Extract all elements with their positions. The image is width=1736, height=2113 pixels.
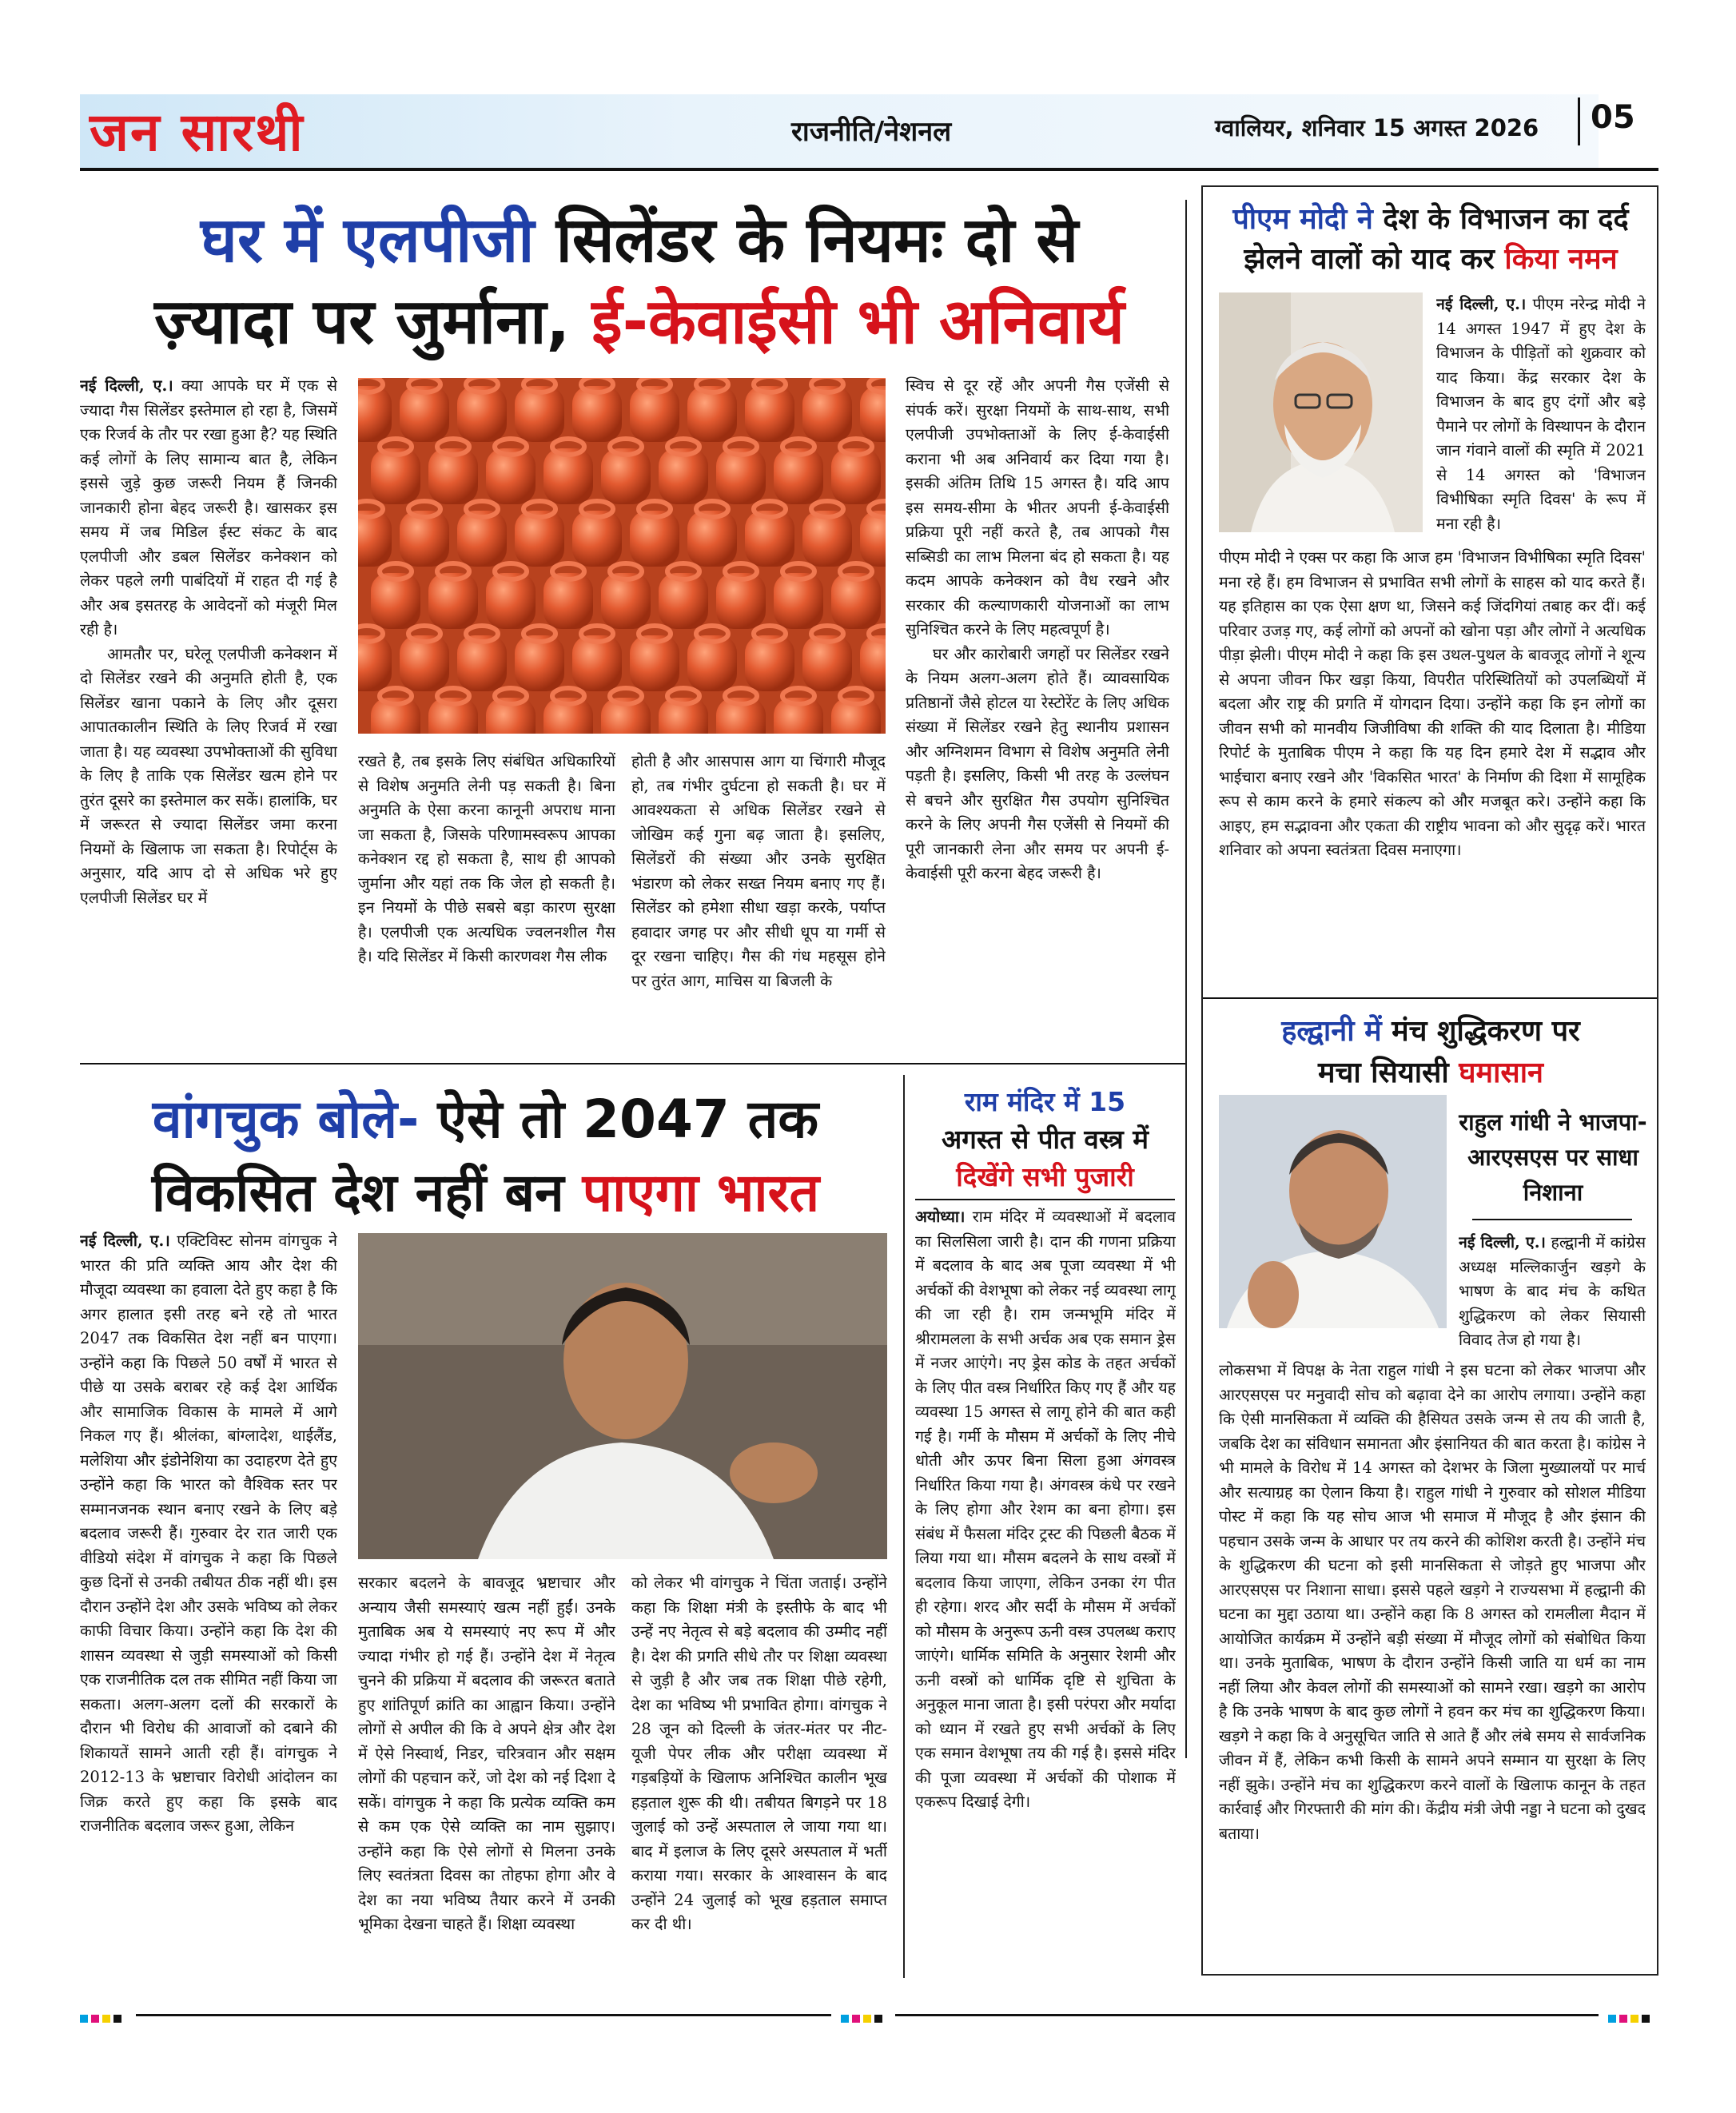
modi-photo <box>1219 292 1423 532</box>
wangchuk-headline: वांगचुक बोले- ऐसे तो 2047 तक विकसित देश नहीं बन पाएगा भारत <box>151 1088 820 1224</box>
lead-column-4: स्विच से दूर रहें और अपनी गैस एजेंसी से संपर्क करें। सुरक्षा नियमों के साथ-साथ, सभी एलपीजी उपभोक्ताओं के लिए ई-केवाईसी कराना भी अब अनिवार्य कर दिया गया है। इसकी अंतिम तिथि 15 अगस्त है। यदि आप इस समय-सीमा के भीतर अपनी ई-केवाईसी प्रक्रिया पूरी नहीं करते है, तब आपको गैस सब्सिडी का लाभ मिलना बंद हो सकता है। यह कदम आपके कनेक्शन को वैध रखने और सरकार की कल्याणकारी योजनाओं का लाभ सुनिश्चित करने के लिए महत्वपूर्ण है। घर और कारोबारी जगहों पर सिलेंडर रखने के नियम अलग-अलग होते हैं। व्यावसायिक प्रतिष्ठानों जैसे होटल या रेस्टोरेंट के लिए अधिक संख्या में सिलेंडर रखने हेतु स्थानीय प्रशासन और अग्निशमन विभाग से विशेष अनुमति लेनी पड़ती है। इसलिए, किसी भी तरह के उल्लंघन से बचने और सुरक्षित गैस उपयोग सुनिश्चित करने के लिए अपनी गैस एजेंसी से नियमों की पूरी जानकारी लेना और समय पर अपनी ई-केवाईसी पूरी करना बेहद जरूरी है। <box>906 376 1169 882</box>
column-divider <box>1185 200 1187 1758</box>
wangchuk-column-1: नई दिल्ली, ए.। एक्टिविस्ट सोनम वांगचुक ने भारत की प्रति व्यक्ति आय और देश की मौजूदा व्यवस्था का हवाला देते हुए कहा है कि अगर हालात इसी तरह बने रहे तो भारत 2047 तक विकसित देश नहीं बन पाएगा। उन्होंने कहा कि पिछले 50 वर्षों में भारत से पीछे या उसके बराबर रहे कई देश आर्थिक और सामाजिक विकास के मामले में आगे निकल गए हैं। श्रीलंका, बांग्लादेश, थाईलैंड, मलेशिया और इंडोनेशिया का उदाहरण देते हुए उन्होंने कहा कि भारत को वैश्विक स्तर पर सम्मानजनक स्थान बनाए रखने के लिए बड़े बदलाव जरूरी हैं। गुरुवार देर रात जारी एक वीडियो संदेश में वांगचुक ने कहा कि पिछले कुछ दिनों से उनकी तबीयत ठीक नहीं थी। इस दौरान उन्होंने देश और उसके भविष्य को लेकर काफी विचार किया। उन्होंने कहा कि देश की शासन व्यवस्था से जुड़ी समस्याओं को किसी एक राजनीतिक दल तक सीमित नहीं किया जा सकता। अलग-अलग दलों की सरकारों के दौरान भी विरोध की आवाजों को दबाने की शिकायतें सामने आती रही हैं। वांगचुक ने 2012-13 के भ्रष्टाचार विरोधी आंदोलन का जिक्र करते हुए कहा कि इसके बाद राजनीतिक बदलाव जरूर हुआ, लेकिन <box>80 1232 337 1835</box>
haldwani-headline: हल्द्वानी में मंच शुद्धिकरण पर मचा सियासी घमासान <box>1281 1015 1580 1089</box>
section-name: राजनीति/नेशनल <box>791 116 952 148</box>
lpg-cylinders-image <box>358 378 886 734</box>
footer-color-marks-right <box>1608 2011 1653 2026</box>
footer-color-marks-center <box>841 2011 886 2026</box>
lead-column-2: रखते है, तब इसके लिए संबंधित अधिकारियों से विशेष अनुमति लेनी पड़ सकती है। बिना अनुमति के ऐसा करना कानूनी अपराध माना जा सकता है, जिसके परिणामस्वरूप आपका कनेक्शन रद्द हो सकता है, साथ ही आपको जुर्माना और यहां तक कि जेल हो सकती है। इन नियमों के पीछे सबसे बड़ा कारण सुरक्षा है। एलपीजी एक अत्यधिक ज्वलनशील गैस है। यदि सिलेंडर में किसी कारणवश गैस लीक <box>358 752 615 965</box>
modi-portrait-image <box>1219 292 1423 532</box>
lpg-cylinders-photo <box>358 378 886 734</box>
rahul-photo <box>1219 1095 1447 1328</box>
header-separator <box>1578 97 1580 145</box>
haldwani-wrap-column: नई दिल्ली, ए.। हल्द्वानी में कांग्रेस अध्यक्ष मल्लिकार्जुन खड़गे के भाषण के बाद मंच के कथित शुद्धिकरण को लेकर सियासी विवाद तेज हो गया है। <box>1459 1233 1646 1349</box>
haldwani-subhead: राहुल गांधी ने भाजपा-आरएसएस पर साधा निशाना <box>1459 1108 1647 1206</box>
header-rule <box>80 168 1658 171</box>
footer-color-marks-left <box>80 2011 125 2026</box>
page-number: 05 <box>1591 99 1635 136</box>
wangchuk-photo <box>358 1233 887 1559</box>
modi-headline: पीएम मोदी ने देश के विभाजन का दर्द झेलने वालों को याद कर किया नमन <box>1232 203 1629 276</box>
modi-wrap-column: नई दिल्ली, ए.। पीएम नरेन्द्र मोदी ने 14 अगस्त 1947 में हुए देश के विभाजन के पीड़ितों को शुक्रवार को याद किया। केंद्र सरकार देश के विभाजन के बाद हुए दंगों और बड़े पैमाने पर लोगों के विस्थापन के दौरान जान गंवाने वालों की स्मृति में 2021 से 14 अगस्त को 'विभाजन विभीषिका स्मृति दिवस' के रूप में मना रही है। <box>1436 295 1646 533</box>
modi-body: पीएम मोदी ने एक्स पर कहा कि आज हम 'विभाजन विभीषिका स्मृति दिवस' मना रहे हैं। हम विभाजन से प्रभावित सभी लोगों के साहस को याद करते हैं। यह इतिहास का एक ऐसा क्षण था, जिसने कई जिंदगियां तबाह कर दीं। कई परिवार उजड़ गए, कई लोगों को अपनों को खोना पड़ा और लोगों ने अत्यधिक पीड़ा झेली। पीएम मोदी ने कहा कि इस उथल-पुथल के बावजूद लोगों ने शून्य से अपना जीवन फिर खड़ा किया, विपरीत परिस्थितियों को उपलब्धियों में बदला और राष्ट्र की प्रगति में योगदान दिया। उन्होंने कहा कि इन लोगों का जीवन सभी को मानवीय जिजीविषा की शक्ति की याद दिलाता है। मीडिया रिपोर्ट के मुताबिक पीएम ने कहा कि यह दिन हमारे देश में सद्भाव और भाईचारा बनाए रखने और 'विकसित भारत' के निर्माण की दिशा में सामूहिक रूप से काम करने के हमारे संकल्प को और मजबूत करे। उन्होंने कहा कि आइए, हम सद्भावना और एकता की राष्ट्रीय भावना को और सुदृढ़ करें। भारत शनिवार को अपना स्वतंत्रता दिवस मनाएगा। <box>1219 548 1646 859</box>
lead-headline: घर में एलपीजी सिलेंडर के नियमः दो से ज़्यादा पर जुर्माना, ई-केवाईसी भी अनिवार्य <box>154 205 1125 358</box>
rahul-portrait-image <box>1219 1095 1447 1328</box>
footer-rule-left <box>136 2014 831 2016</box>
ram-headline-rule <box>915 1199 1175 1200</box>
wangchuk-column-3: को लेकर भी वांगचुक ने चिंता जताई। उन्होंने कहा कि शिक्षा मंत्री के इस्तीफे के बाद भी उन्हें नए नेतृत्व से बड़े बदलाव की उम्मीद नहीं है। देश की प्रगति सीधे तौर पर शिक्षा व्यवस्था से जुड़ी है और जब तक शिक्षा पीछे रहेगी, देश का भविष्य भी प्रभावित होगा। वांगचुक ने 28 जून को दिल्ली के जंतर-मंतर पर नीट-यूजी पेपर लीक और परीक्षा व्यवस्था में गड़बड़ियों के खिलाफ अनिश्चित कालीन भूख हड़ताल शुरू की थी। तबीयत बिगड़ने पर 18 जुलाई को उन्हें अस्पताल ले जाया गया था। बाद में इलाज के लिए दूसरे अस्पताल में भर्ती कराया गया। सरकार के आश्वासन के बाद उन्होंने 24 जुलाई को भूख हड़ताल समाप्त कर दी थी। <box>631 1574 887 1933</box>
ram-headline: राम मंदिर में 15 अगस्त से पीत वस्त्र में दिखेंगे सभी पुजारी <box>942 1086 1149 1192</box>
haldwani-body: लोकसभा में विपक्ष के नेता राहुल गांधी ने इस घटना को लेकर भाजपा और आरएसएस पर मनुवादी सोच को बढ़ावा देने का आरोप लगाया। उन्होंने कहा कि ऐसी मानसिकता में व्यक्ति की हैसियत उसके जन्म से तय की जाती है, जबकि देश का संविधान समानता और इंसानियत की बात करता है। कांग्रेस ने भी मामले के विरोध में 14 अगस्त को देशभर के जिला मुख्यालयों पर मार्च और सत्याग्रह का ऐलान किया है। राहुल गांधी ने गुरुवार को सोशल मीडिया पोस्ट में कहा कि यह सोच आज भी समाज में मौजूद है और इंसान की पहचान उसके जन्म के आधार पर तय करने की कोशिश करती है। उन्होंने मंच के शुद्धिकरण की घटना को इसी मानसिकता से जोड़ते हुए भाजपा और आरएसएस पर निशाना साधा। इससे पहले खड़गे ने राज्यसभा में हल्द्वानी की घटना का मुद्दा उठाया था। उन्होंने कहा कि 8 अगस्त को रामलीला मैदान में आयोजित कार्यक्रम में उन्होंने बड़ी संख्या में मौजूद लोगों को संबोधित किया था। उनके मुताबिक, भाषण के दौरान उन्होंने किसी जाति या धर्म का नाम नहीं लिया और केवल लोगों की समस्याओं को सामने रखा। खड़गे का आरोप है कि उनके भाषण के बाद कुछ लोगों ने हवन कर मंच का शुद्धिकरण किया। खड़गे ने कहा कि वे अनुसूचित जाति से आते हैं और लंबे समय से सार्वजनिक जीवन में हैं, लेकिन कभी किसी के सामने अपने सम्मान या सुरक्षा के लिए नहीं झुके। उन्होंने मंच का शुद्धिकरण करने वालों के खिलाफ कानून के तहत कार्रवाई और गिरफ्तारी की मांग की। केंद्रीय मंत्री जेपी नड्डा ने घटना को दुखद बताया। <box>1219 1361 1646 1843</box>
wangchuk-portrait-image <box>358 1233 887 1559</box>
ram-left-divider <box>903 1075 905 1978</box>
lead-column-3: होती है और आसपास आग या चिंगारी मौजूद हो, तब गंभीर दुर्घटना हो सकती है। घर में आवश्यकता से अधिक सिलेंडर रखने से जोखिम कई गुना बढ़ जाता है। इसलिए, सिलेंडरों की संख्या और उनके सुरक्षित भंडारण को लेकर सख्त नियम बनाए गए हैं। सिलेंडर को हमेशा सीधा खड़ा करके, पर्याप्त हवादार जगह पर और सीधी धूप या गर्मी से दूर रखना चाहिए। गैस की गंध महसूस होने पर तुरंत आग, माचिस या बिजली के <box>631 752 886 990</box>
newspaper-logo: जन सारथी <box>90 101 305 163</box>
ram-body: अयोध्या। राम मंदिर में व्यवस्थाओं में बदलाव का सिलसिला जारी है। दान की गणना प्रक्रिया में बदलाव के बाद अब पूजा व्यवस्था में भी अर्चकों की वेशभूषा को लेकर नई व्यवस्था लागू की जा रही है। राम जन्मभूमि मंदिर में श्रीरामलला के सभी अर्चक अब एक समान ड्रेस में नजर आएंगे। नए ड्रेस कोड के तहत अर्चकों के लिए पीत वस्त्र निर्धारित किए गए हैं और यह व्यवस्था 15 अगस्त से लागू होने की बात कही गई है। गर्मी के मौसम में अर्चकों के लिए नीचे धोती और ऊपर बिना सिला हुआ अंगवस्त्र निर्धारित किया गया है। अंगवस्त्र कंधे पर रखने के लिए होगा और रेशम का बना होगा। इस संबंध में फैसला मंदिर ट्रस्ट की पिछली बैठक में लिया गया था। मौसम बदलने के साथ वस्त्रों में बदलाव किया जाएगा, लेकिन उनका रंग पीत ही रहेगा। शरद और सर्दी के मौसम में अर्चकों को मौसम के अनुरूप ऊनी वस्त्र उपलब्ध कराए जाएंगे। धार्मिक समिति के अनुसार रेशमी और ऊनी वस्त्रों को धार्मिक दृष्टि से शुचिता के अनुकूल माना जाता है। इसी परंपरा और मर्यादा को ध्यान में रखते हुए सभी अर्चकों के लिए एक समान वेशभूषा तय की गई है। इससे मंदिर की पूजा व्यवस्था में अर्चकों की पोशाक में एकरूप दिखाई देगी। <box>915 1208 1176 1811</box>
lead-column-1: नई दिल्ली, ए.। क्या आपके घर में एक से ज्यादा गैस सिलेंडर इस्तेमाल हो रहा है, जिसमें एक रिजर्व के तौर पर रखा हुआ है? यह स्थिति कई लोगों के लिए सामान्य बात है, लेकिन इससे जुड़े कुछ जरूरी नियम हैं जिनकी जानकारी होना बेहद जरूरी है। खासकर इस समय में जब मिडिल ईस्ट संकट के बाद एलपीजी और डबल सिलेंडर कनेक्शन को लेकर पहले लगी पाबंदियों में राहत दी गई है और अब इसतरह के आवेदनों को मंजूरी मिल रही है। आमतौर पर, घरेलू एलपीजी कनेक्शन में दो सिलेंडर रखने की अनुमति होती है, एक सिलेंडर खाना पकाने के लिए और दूसरा आपातकालीन स्थिति के लिए रिजर्व में रखा जाता है। यह व्यवस्था उपभोक्ताओं की सुविधा के लिए है ताकि एक सिलेंडर खत्म होने पर तुरंत दूसरे का इस्तेमाल कर सकें। हालांकि, घर में जरूरत से ज्यादा सिलेंडर जमा करना नियमों के खिलाफ जा सकता है। रिपोर्ट्स के अनुसार, यदि आप दो से अधिक भरे हुए एलपीजी सिलेंडर घर में <box>80 376 337 907</box>
subhead-rule <box>1472 1219 1632 1220</box>
right-section-rule <box>1203 997 1657 999</box>
wangchuk-column-2: सरकार बदलने के बावजूद भ्रष्टाचार और अन्याय जैसी समस्याएं खत्म नहीं हुईं। उनके मुताबिक अब ये समस्याएं नए रूप में और ज्यादा गंभीर हो गई हैं। उन्होंने देश में नेतृत्व चुनने की प्रक्रिया में बदलाव की जरूरत बताते हुए शांतिपूर्ण क्रांति का आह्वान किया। उन्होंने लोगों से अपील की कि वे अपने क्षेत्र और देश में ऐसे निस्वार्थ, निडर, चरित्रवान और सक्षम लोगों की पहचान करें, जो देश को नई दिशा दे सकें। वांगचुक ने कहा कि प्रत्येक व्यक्ति कम से कम एक ऐसे व्यक्ति का नाम सुझाए। उन्होंने कहा कि ऐसे लोगों से मिलना उनके लिए स्वतंत्रता दिवस का तोहफा होगा और वे देश का नया भविष्य तैयार करने में उनकी भूमिका देखना चाहते हैं। शिक्षा व्यवस्था <box>358 1574 615 1933</box>
footer-rule-right <box>895 2014 1599 2016</box>
lead-bottom-rule <box>80 1063 1185 1064</box>
issue-dateline: ग्वालियर, शनिवार 15 अगस्त 2026 <box>1215 114 1539 141</box>
